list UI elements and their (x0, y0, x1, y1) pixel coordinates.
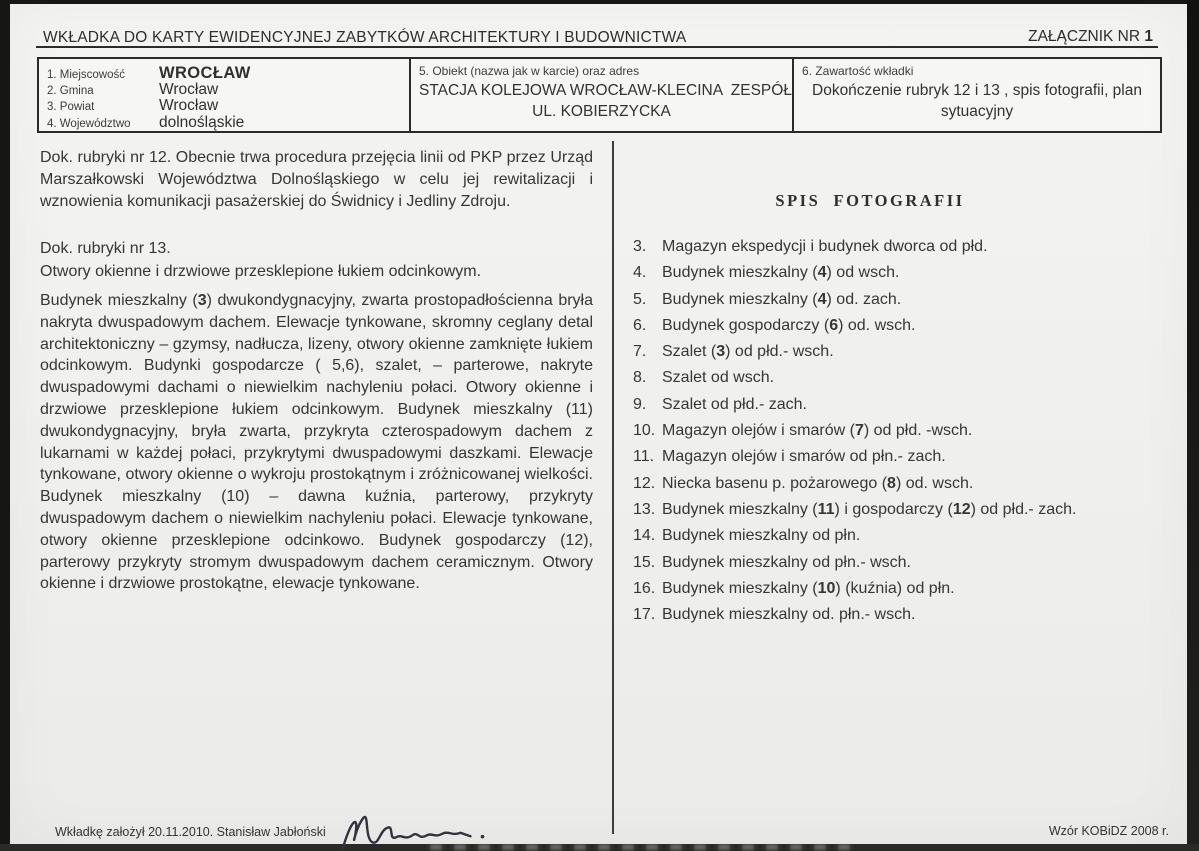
field-label: 3. Powiat (47, 101, 95, 113)
list-item (633, 554, 1178, 580)
field-powiat (47, 97, 401, 114)
scan-edge-right (1187, 0, 1199, 851)
signature-icon (333, 804, 503, 851)
object-address: UL. KOBIERZYCKA (532, 103, 671, 120)
scan-edge-top (0, 0, 1199, 4)
list-item (633, 501, 1178, 527)
item-number: 14. (633, 527, 656, 545)
list-item (633, 291, 1178, 317)
item-number: 12. (633, 474, 656, 492)
item-number: 10. (633, 422, 656, 440)
item-text: Budynek mieszkalny od. płn.- wsch. (662, 606, 916, 624)
item-number: 3. (633, 238, 647, 255)
item-number: 11. (633, 448, 655, 466)
field-label: 6. Zawartość wkładki (802, 64, 914, 78)
item-number: 13. (633, 500, 656, 518)
field-value: Wrocław (159, 97, 219, 114)
column-divider (612, 141, 614, 834)
photo-index-title: SPIS FOTOGRAFII (775, 191, 965, 210)
list-item (633, 606, 1178, 632)
item-text: Magazyn olejów i smarów (7) od płd. -wsch. (662, 422, 973, 440)
list-item (633, 422, 1178, 448)
item-text: Budynek mieszkalny od płn.- wsch. (662, 553, 911, 571)
heading-rubryka-13: Dok. rubryki nr 13. (40, 240, 171, 258)
left-text-column (40, 147, 593, 595)
photo-index-list (633, 238, 1178, 632)
item-number: 6. (633, 316, 647, 334)
item-text: Szalet (3) od płd.- wsch. (662, 343, 834, 361)
list-item (633, 264, 1178, 290)
item-text: Niecka basenu p. pożarowego (8) od. wsch. (662, 474, 974, 492)
contents-value: Dokończenie rubryk 12 i 13 , spis fotografii, plan sytuacyjny (812, 82, 1142, 120)
item-text: Budynek mieszkalny (4) od. zach. (662, 290, 902, 308)
list-item (633, 448, 1178, 474)
item-text: Magazyn ekspedycji i budynek dworca od płd. (662, 238, 988, 255)
item-number: 16. (633, 579, 656, 597)
item-text: Budynek mieszkalny od płn. (662, 527, 861, 545)
list-item (633, 369, 1178, 395)
list-item (633, 475, 1178, 501)
item-text: Magazyn olejów i smarów od płn.- zach. (662, 448, 946, 466)
field-wojewodztwo (47, 114, 401, 131)
field-miejscowosc (47, 64, 401, 81)
item-text: Szalet od wsch. (662, 369, 775, 387)
attachment-number: ZAŁĄCZNIK NR 1 (1028, 28, 1153, 45)
cell-contents (794, 59, 1160, 131)
list-item (633, 527, 1178, 553)
field-label: 2. Gmina (47, 84, 94, 97)
paragraph-rubryka-13: Budynek mieszkalny (3) dwukondygnacyjny, zwarta prostopadłościenna bryła nakryta dwuspadowym dachem. Elewacje tynkowane, skromny ceglany detal architektoniczny – gzymsy, nadłucza, lizeny, otwory okienne zamknięte łukiem odcinkowym. Budynki gospodarcze ( 5,6), szalet, – parterowe, nakryte dwuspadowymi dachami o niewielkim nachyleniu połaci. Otwory okienne i drzwiowe przesklepione łukiem odcinkowym. Budynek mieszkalny (11) dwukondygnacyjny, bryła zwarta, przykryta czterospadowym dachem z lukarnami w każdej połaci, przykrytymi dwuspadowymi daszkami. Elewacje tynkowane, otwory okienne o wykroju prostokątnym i zróżnicowanej wielkości. Budynek mieszkalny (10) – dawna kuźnia, parterowy, przykryty dwuspadowym dachem o niewielkim nachyleniu połaci. Elewacje tynkowane, otwory okienne przesklepione odcinkowo. Budynek gospodarczy (12), parterowy przykryty stromym dwuspadowym dachem ceramicznym. Otwory okienne i drzwiowe prostokątne, elewacje tynkowane. (40, 291, 593, 593)
list-item (633, 238, 1178, 264)
field-label: 1. Miejscowość (47, 69, 125, 81)
footer-template-note: Wzór KOBiDZ 2008 r. (1048, 824, 1169, 838)
paragraph-rubryka-12: Dok. rubryki nr 12. Obecnie trwa procedura przejęcia linii od PKP przez Urząd Marszałkowski Województwa Dolnośląskiego w celu jej rewitalizacji i wznowienia komunikacji pasażerskiej do Świdnicy i Jedliny Zdroju. (40, 149, 593, 210)
item-number: 17. (633, 606, 656, 624)
item-text: Szalet od płd.- zach. (662, 395, 807, 413)
info-table (37, 57, 1162, 133)
scan-edge-left (0, 0, 10, 851)
item-number: 7. (633, 343, 647, 361)
item-text: Budynek mieszkalny (10) (kuźnia) od płn. (662, 579, 955, 597)
object-name: STACJA KOLEJOWA WROCŁAW-KLECINA ZESPÓŁ (419, 82, 792, 99)
list-item (633, 343, 1178, 369)
field-label: 4. Województwo (47, 117, 131, 130)
item-number: 5. (633, 290, 647, 308)
item-number: 8. (633, 369, 647, 387)
footer-author-note: Wkładkę założył 20.11.2010. Stanisław Jabłoński (55, 825, 326, 839)
field-value: WROCŁAW (159, 64, 251, 82)
rubryka-13-intro: Otwory okienne i drzwiowe przesklepione łukiem odcinkowym. (40, 263, 482, 281)
cell-object (411, 59, 794, 131)
field-value: Wrocław (159, 80, 219, 98)
document-title: WKŁADKA DO KARTY EWIDENCYJNEJ ZABYTKÓW ARCHITEKTURY I BUDOWNICTWA (43, 29, 687, 46)
item-text: Budynek mieszkalny (4) od wsch. (662, 264, 900, 282)
field-label: 5. Obiekt (nazwa jak w karcie) oraz adres (419, 64, 640, 78)
item-text: Budynek mieszkalny (11) i gospodarczy (12) od płd.- zach. (662, 500, 1077, 518)
cell-location (39, 59, 411, 131)
list-item (633, 580, 1178, 606)
list-item (633, 317, 1178, 343)
list-item (633, 396, 1178, 422)
field-value: dolnośląskie (159, 113, 245, 131)
header-rule (36, 46, 1158, 48)
item-number: 9. (633, 395, 647, 413)
item-text: Budynek gospodarczy (6) od. wsch. (662, 316, 916, 334)
item-number: 15. (633, 553, 656, 571)
item-number: 4. (633, 264, 647, 282)
